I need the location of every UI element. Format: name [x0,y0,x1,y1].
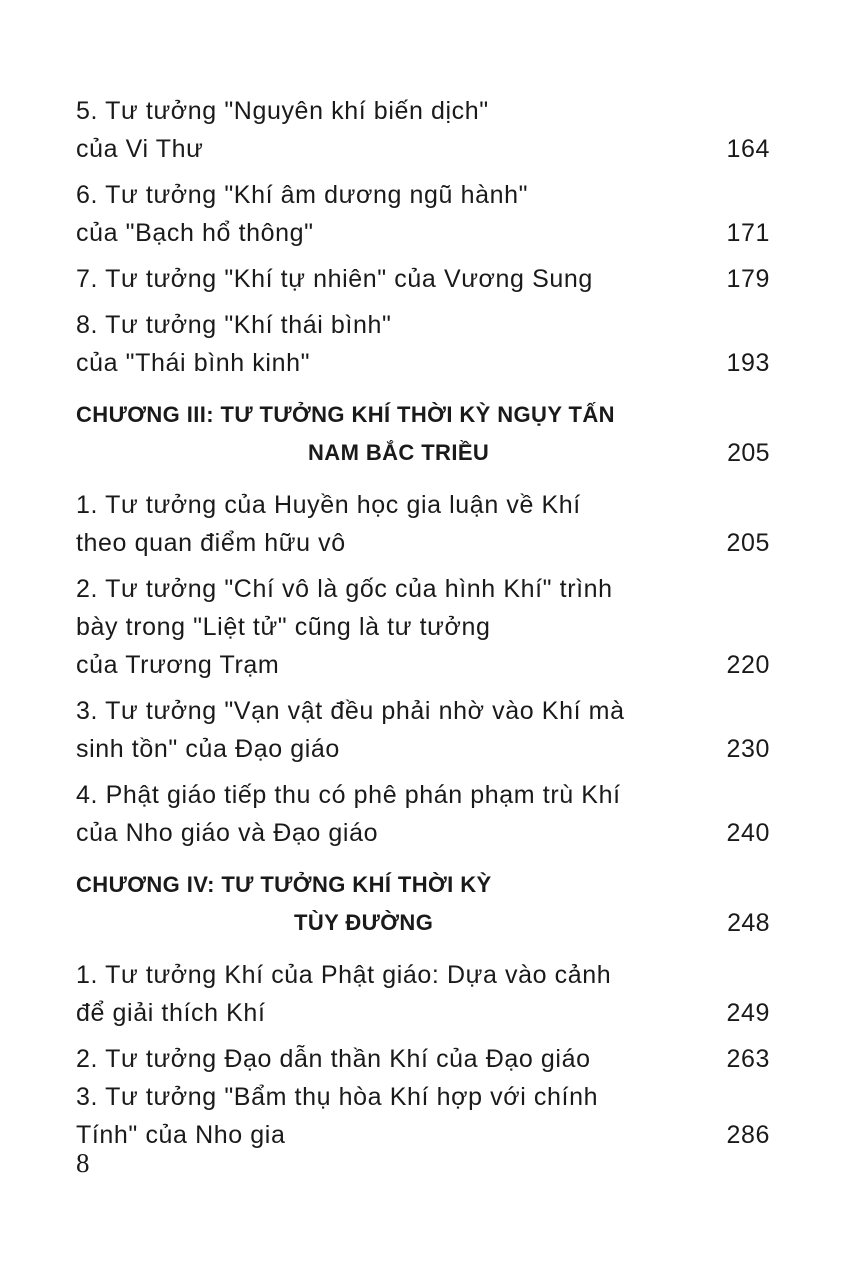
toc-page-number: 230 [726,735,770,763]
toc-page-number: 263 [726,1045,770,1073]
toc-page-number: 205 [726,529,770,557]
toc-entry-line: của "Bạch hổ thông" [76,219,314,247]
toc-entry-line: 8. Tư tưởng "Khí thái bình" [76,311,392,339]
toc-entry-line: 7. Tư tưởng "Khí tự nhiên" của Vương Sung [76,265,593,293]
chapter-title-line: NAM BẮC TRIỀU [308,440,490,465]
toc-entry [76,692,770,768]
toc-entry-line: của Vi Thư [76,135,204,163]
toc-entry-line: 2. Tư tưởng Đạo dẫn thần Khí của Đạo giáo [76,1045,591,1073]
toc-entry [76,1040,770,1078]
toc-entry-line: 3. Tư tưởng "Vạn vật đều phải nhờ vào Khí mà [76,697,625,725]
toc-page-number: 164 [726,135,770,163]
chapter-heading [76,396,770,472]
toc-entry [76,776,770,852]
chapter-heading [76,866,770,942]
toc-entry-line: 4. Phật giáo tiếp thu có phê phán phạm trù Khí [76,781,621,809]
toc-page-number: 193 [726,349,770,377]
toc-page-number: 248 [727,909,770,937]
toc-entry [76,956,770,1032]
toc-page-number: 220 [726,651,770,679]
toc-entry-line: 6. Tư tưởng "Khí âm dương ngũ hành" [76,181,529,209]
toc-page-number: 286 [726,1121,770,1149]
toc-entry-line: của Nho giáo và Đạo giáo [76,819,379,847]
toc-entry [76,570,770,684]
toc-page-number: 240 [726,819,770,847]
toc-page-number: 171 [726,219,770,247]
toc-entry [76,1078,770,1154]
toc-entry-line: 5. Tư tưởng "Nguyên khí biến dịch" [76,97,489,125]
toc-page-number: 205 [727,439,770,467]
toc-entry-line: của "Thái bình kinh" [76,349,311,377]
toc-entry [76,92,770,168]
toc-entry-line: sinh tồn" của Đạo giáo [76,735,340,763]
toc-entry-line: của Trương Trạm [76,651,280,679]
chapter-title-line: TÙY ĐƯỜNG [294,910,434,935]
toc-entry-line: để giải thích Khí [76,999,266,1027]
chapter-title-line: CHƯƠNG III: TƯ TƯỞNG KHÍ THỜI KỲ NGỤY TẤN [76,402,615,427]
toc-entry-line: 2. Tư tưởng "Chí vô là gốc của hình Khí" trình [76,575,613,603]
toc-entry-line: theo quan điểm hữu vô [76,529,346,557]
toc-entry-line: 1. Tư tưởng Khí của Phật giáo: Dựa vào cảnh [76,961,612,989]
toc-entry [76,306,770,382]
toc-entry-line: 1. Tư tưởng của Huyền học gia luận về Khí [76,491,581,519]
table-of-contents [76,92,770,1154]
chapter-title-line: CHƯƠNG IV: TƯ TƯỞNG KHÍ THỜI KỲ [76,872,492,897]
toc-entry-line: bày trong "Liệt tử" cũng là tư tưởng [76,613,491,641]
toc-entry-line: Tính" của Nho gia [76,1121,286,1149]
toc-entry-line: 3. Tư tưởng "Bẩm thụ hòa Khí hợp với chính [76,1083,599,1111]
toc-entry [76,486,770,562]
toc-entry [76,260,770,298]
toc-entry [76,176,770,252]
toc-page-number: 249 [726,999,770,1027]
toc-page-number: 179 [726,265,770,293]
page-number: 8 [76,1148,90,1178]
